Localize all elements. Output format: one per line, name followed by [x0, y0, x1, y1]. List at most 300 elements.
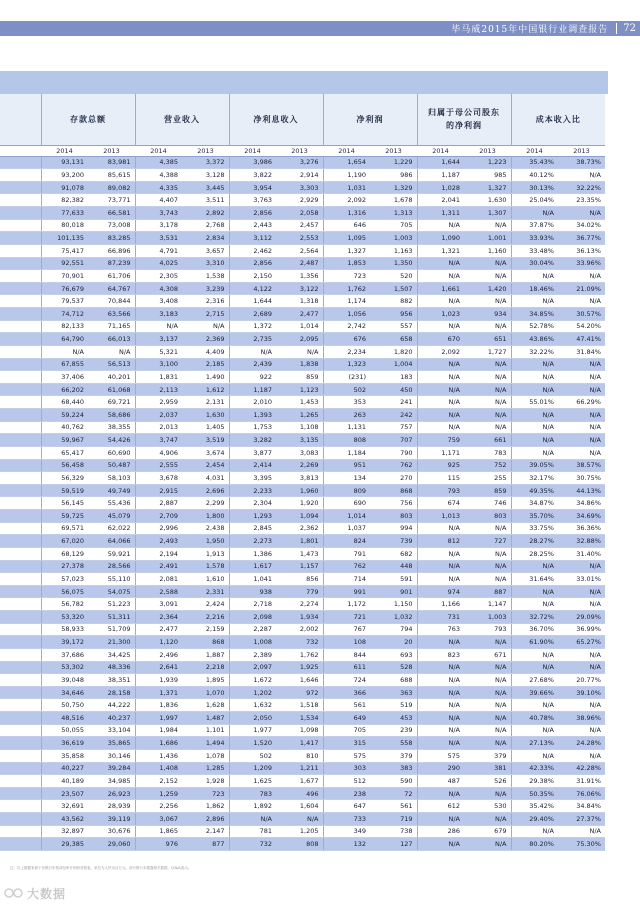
table-cell: N/A: [511, 421, 558, 434]
table-cell: 727: [464, 535, 511, 548]
table-cell: 65,417: [41, 446, 88, 459]
row-label: [0, 522, 41, 535]
table-cell: N/A: [417, 522, 464, 535]
table-cell: 74,712: [41, 308, 88, 321]
table-cell: 2,454: [182, 459, 229, 472]
table-cell: 379: [464, 749, 511, 762]
table-row: [0, 232, 605, 245]
table-cell: 2,316: [182, 295, 229, 308]
table-cell: 1,925: [276, 661, 323, 674]
table-row: [0, 573, 605, 586]
row-label: [0, 257, 41, 270]
report-title: 毕马威2015年中国银行业调查报告: [451, 25, 609, 35]
table-cell: 649: [323, 712, 370, 725]
table-cell: 241: [370, 396, 417, 409]
bank-name-header: [0, 94, 41, 145]
table-cell: 2,287: [229, 623, 276, 636]
table-row: [0, 674, 605, 687]
table-row: [0, 244, 605, 257]
table-cell: N/A: [511, 207, 558, 220]
table-row: [0, 409, 605, 422]
table-cell: 3,100: [135, 358, 182, 371]
table-cell: 35,865: [88, 737, 135, 750]
table-cell: 39.10%: [558, 686, 605, 699]
table-cell: N/A: [511, 295, 558, 308]
table-cell: 66,202: [41, 383, 88, 396]
table-cell: 790: [370, 446, 417, 459]
table-cell: 37.87%: [511, 219, 558, 232]
table-cell: 4,335: [135, 181, 182, 194]
table-cell: N/A: [417, 396, 464, 409]
table-cell: 33.96%: [558, 257, 605, 270]
table-cell: 56,329: [41, 472, 88, 485]
row-label: [0, 270, 41, 283]
table-top-band: [0, 71, 608, 94]
table-cell: N/A: [41, 345, 88, 358]
table-row: [0, 813, 605, 826]
table-cell: 1,801: [276, 535, 323, 548]
table-cell: 1,604: [276, 800, 323, 813]
table-cell: 793: [464, 623, 511, 636]
table-cell: 1,187: [417, 169, 464, 182]
table-cell: N/A: [558, 358, 605, 371]
table-row: [0, 421, 605, 434]
table-cell: 763: [417, 623, 464, 636]
table-cell: 877: [182, 838, 229, 851]
table-cell: N/A: [464, 522, 511, 535]
year-header-row: [0, 145, 605, 156]
table-row: [0, 484, 605, 497]
table-cell: 1,205: [276, 825, 323, 838]
table-cell: N/A: [511, 648, 558, 661]
table-cell: 2,696: [182, 484, 229, 497]
table-cell: 1,628: [182, 699, 229, 712]
table-cell: N/A: [464, 270, 511, 283]
row-label: [0, 295, 41, 308]
table-cell: N/A: [464, 409, 511, 422]
table-cell: 55,436: [88, 497, 135, 510]
table-cell: 1,211: [276, 762, 323, 775]
table-cell: 58,933: [41, 623, 88, 636]
table-cell: N/A: [558, 409, 605, 422]
table-row: [0, 737, 605, 750]
table-cell: 54,075: [88, 585, 135, 598]
table-cell: N/A: [511, 661, 558, 674]
table-cell: 3,282: [229, 434, 276, 447]
table-cell: 59,519: [41, 484, 88, 497]
table-cell: 32.17%: [511, 472, 558, 485]
table-cell: 75,417: [41, 244, 88, 257]
table-cell: 519: [370, 699, 417, 712]
table-cell: 3,083: [276, 446, 323, 459]
table-cell: 3,112: [229, 232, 276, 245]
table-cell: 45,079: [88, 510, 135, 523]
table-cell: 1,865: [135, 825, 182, 838]
table-cell: 64,790: [41, 333, 88, 346]
row-label: [0, 623, 41, 636]
table-row: [0, 434, 605, 447]
table-cell: N/A: [417, 547, 464, 560]
table-cell: 2,588: [135, 585, 182, 598]
table-cell: N/A: [464, 674, 511, 687]
table-cell: 2,216: [182, 611, 229, 624]
table-cell: 1,187: [229, 383, 276, 396]
table-cell: 32,691: [41, 800, 88, 813]
table-row: [0, 560, 605, 573]
table-cell: 29,060: [88, 838, 135, 851]
table-cell: 51,311: [88, 611, 135, 624]
row-label: [0, 661, 41, 674]
table-cell: 57,023: [41, 573, 88, 586]
row-label: [0, 497, 41, 510]
table-cell: 682: [370, 547, 417, 560]
table-cell: 39,172: [41, 636, 88, 649]
row-label: [0, 762, 41, 775]
table-cell: 1,316: [323, 207, 370, 220]
table-cell: 1,408: [135, 762, 182, 775]
table-row: [0, 219, 605, 232]
table-cell: N/A: [88, 345, 135, 358]
table-cell: 1,453: [276, 396, 323, 409]
table-cell: 48,516: [41, 712, 88, 725]
table-cell: 30.04%: [511, 257, 558, 270]
table-cell: 721: [323, 611, 370, 624]
year-header-5-1: 2013: [558, 145, 605, 156]
bank-financials-table: [0, 94, 605, 851]
table-cell: 1,518: [276, 699, 323, 712]
table-cell: 1,123: [276, 383, 323, 396]
table-cell: 1,293: [229, 510, 276, 523]
table-cell: N/A: [276, 345, 323, 358]
table-cell: 688: [370, 674, 417, 687]
table-cell: 1,307: [464, 207, 511, 220]
table-cell: N/A: [558, 207, 605, 220]
table-cell: 1,520: [229, 737, 276, 750]
table-cell: 263: [323, 409, 370, 422]
year-header-2-1: 2013: [276, 145, 323, 156]
table-cell: 2,013: [135, 421, 182, 434]
table-cell: 1,487: [182, 712, 229, 725]
table-cell: 1,356: [276, 270, 323, 283]
table-cell: 2,305: [135, 270, 182, 283]
row-label: [0, 636, 41, 649]
table-cell: N/A: [417, 421, 464, 434]
table-cell: 3,408: [135, 295, 182, 308]
table-cell: 1,820: [370, 345, 417, 358]
table-cell: 1,538: [182, 270, 229, 283]
table-cell: 33.48%: [511, 244, 558, 257]
table-cell: 255: [464, 472, 511, 485]
table-cell: 1,131: [323, 421, 370, 434]
row-label: [0, 181, 41, 194]
table-cell: 27,378: [41, 560, 88, 573]
table-cell: 2,477: [135, 623, 182, 636]
table-row: [0, 636, 605, 649]
table-cell: 1,056: [323, 308, 370, 321]
table-cell: 58,686: [88, 409, 135, 422]
table-cell: 2,834: [182, 232, 229, 245]
table-cell: 2,462: [229, 244, 276, 257]
table-cell: 4,409: [182, 345, 229, 358]
table-cell: 73,008: [88, 219, 135, 232]
table-cell: 32.22%: [558, 181, 605, 194]
year-header-1-1: 2013: [182, 145, 229, 156]
table-cell: 1,032: [370, 611, 417, 624]
row-label: [0, 775, 41, 788]
table-row: [0, 510, 605, 523]
table-cell: 2,443: [229, 219, 276, 232]
table-cell: 812: [417, 535, 464, 548]
table-cell: 28,939: [88, 800, 135, 813]
table-cell: 2,152: [135, 775, 182, 788]
table-cell: 3,511: [182, 194, 229, 207]
table-row: [0, 295, 605, 308]
table-cell: 4,025: [135, 257, 182, 270]
table-row: [0, 270, 605, 283]
table-cell: 59,224: [41, 409, 88, 422]
table-cell: 28,566: [88, 560, 135, 573]
table-cell: 34.69%: [558, 510, 605, 523]
table-cell: N/A: [464, 699, 511, 712]
table-cell: N/A: [558, 825, 605, 838]
table-cell: 1,677: [276, 775, 323, 788]
table-cell: 1,171: [417, 446, 464, 459]
table-cell: 1,420: [464, 282, 511, 295]
table-cell: 61,068: [88, 383, 135, 396]
table-cell: 1,727: [464, 345, 511, 358]
table-cell: 2,362: [276, 522, 323, 535]
table-cell: 34.84%: [558, 800, 605, 813]
table-row: [0, 762, 605, 775]
table-cell: 59,967: [41, 434, 88, 447]
table-cell: N/A: [511, 270, 558, 283]
table-cell: 35.70%: [511, 510, 558, 523]
table-cell: 3,276: [276, 156, 323, 169]
table-cell: 77,633: [41, 207, 88, 220]
table-cell: 2,491: [135, 560, 182, 573]
table-cell: N/A: [417, 320, 464, 333]
row-label: [0, 358, 41, 371]
table-cell: 93,131: [41, 156, 88, 169]
row-label: [0, 446, 41, 459]
table-row: [0, 396, 605, 409]
table-cell: 59,725: [41, 510, 88, 523]
table-cell: N/A: [511, 585, 558, 598]
row-label: [0, 787, 41, 800]
table-cell: 71,165: [88, 320, 135, 333]
year-header-3-1: 2013: [370, 145, 417, 156]
table-cell: 1,892: [229, 800, 276, 813]
table-cell: 48,336: [88, 661, 135, 674]
table-cell: N/A: [417, 787, 464, 800]
table-cell: 2,131: [182, 396, 229, 409]
row-label: [0, 409, 41, 422]
table-cell: 80,018: [41, 219, 88, 232]
table-cell: 1,166: [417, 598, 464, 611]
table-cell: 58,103: [88, 472, 135, 485]
table-cell: N/A: [417, 712, 464, 725]
table-cell: 60,690: [88, 446, 135, 459]
table-cell: 24.28%: [558, 737, 605, 750]
table-cell: 1,630: [464, 194, 511, 207]
table-cell: 1,405: [182, 421, 229, 434]
table-cell: 887: [464, 585, 511, 598]
table-cell: 1,037: [323, 522, 370, 535]
table-cell: 651: [464, 333, 511, 346]
table-row: [0, 800, 605, 813]
table-cell: 36.77%: [558, 232, 605, 245]
table-cell: 34,425: [88, 648, 135, 661]
table-cell: 3,674: [182, 446, 229, 459]
year-header-0-1: 2013: [88, 145, 135, 156]
table-cell: 757: [370, 421, 417, 434]
table-cell: 561: [323, 699, 370, 712]
table-cell: 79,537: [41, 295, 88, 308]
table-cell: 1,610: [182, 573, 229, 586]
table-cell: 1,977: [229, 724, 276, 737]
table-cell: 1,534: [276, 712, 323, 725]
table-cell: 1,862: [182, 800, 229, 813]
table-cell: 108: [323, 636, 370, 649]
table-cell: 38.73%: [558, 156, 605, 169]
table-cell: 3,183: [135, 308, 182, 321]
table-cell: 1,078: [182, 749, 229, 762]
table-cell: 2,058: [276, 207, 323, 220]
table-cell: N/A: [464, 712, 511, 725]
table-cell: 61,706: [88, 270, 135, 283]
table-cell: 611: [323, 661, 370, 674]
row-label: [0, 813, 41, 826]
table-cell: 2,887: [135, 497, 182, 510]
table-cell: N/A: [464, 383, 511, 396]
table-cell: 2,929: [276, 194, 323, 207]
table-cell: 646: [323, 219, 370, 232]
table-cell: 1,157: [276, 560, 323, 573]
header-net-profit-attributable: [417, 94, 511, 145]
table-cell: 75.30%: [558, 838, 605, 851]
row-label: [0, 333, 41, 346]
table-cell: 3,531: [135, 232, 182, 245]
table-cell: 487: [417, 775, 464, 788]
header-net-profit-attributable-label: 归属于母公司股东的净利润: [428, 107, 500, 131]
table-cell: 1,008: [229, 636, 276, 649]
table-cell: 3,395: [229, 472, 276, 485]
table-cell: 956: [370, 308, 417, 321]
table-cell: 2,715: [182, 308, 229, 321]
table-row: [0, 749, 605, 762]
table-cell: 1,654: [323, 156, 370, 169]
table-cell: N/A: [276, 813, 323, 826]
table-cell: 859: [464, 484, 511, 497]
table-row: [0, 699, 605, 712]
table-cell: 242: [370, 409, 417, 422]
table-cell: 746: [464, 497, 511, 510]
table-cell: N/A: [464, 219, 511, 232]
row-label: [0, 674, 41, 687]
table-cell: 33.75%: [511, 522, 558, 535]
table-cell: 54.20%: [558, 320, 605, 333]
table-cell: 1,473: [276, 547, 323, 560]
table-cell: 56,782: [41, 598, 88, 611]
table-cell: 590: [370, 775, 417, 788]
table-cell: 1,001: [464, 232, 511, 245]
table-cell: 3,091: [135, 598, 182, 611]
table-cell: 68,440: [41, 396, 88, 409]
table-cell: 4,407: [135, 194, 182, 207]
row-label: [0, 308, 41, 321]
table-row: [0, 472, 605, 485]
row-label: [0, 712, 41, 725]
table-cell: 28.25%: [511, 547, 558, 560]
table-cell: 985: [464, 169, 511, 182]
table-row: [0, 623, 605, 636]
table-cell: N/A: [417, 219, 464, 232]
table-cell: 2,150: [229, 270, 276, 283]
table-cell: 4,388: [135, 169, 182, 182]
table-cell: 56,458: [41, 459, 88, 472]
table-cell: 1,090: [417, 232, 464, 245]
table-cell: 974: [417, 585, 464, 598]
table-cell: 1,014: [323, 510, 370, 523]
table-cell: 2,641: [135, 661, 182, 674]
row-label: [0, 169, 41, 182]
table-cell: N/A: [417, 724, 464, 737]
table-cell: 379: [370, 749, 417, 762]
table-cell: N/A: [558, 724, 605, 737]
table-cell: 2,564: [276, 244, 323, 257]
table-cell: 679: [464, 825, 511, 838]
table-cell: 69,721: [88, 396, 135, 409]
table-cell: 25.04%: [511, 194, 558, 207]
table-cell: N/A: [464, 257, 511, 270]
table-cell: 1,108: [276, 421, 323, 434]
table-cell: 824: [323, 535, 370, 548]
table-cell: 512: [323, 775, 370, 788]
table-cell: 2,914: [276, 169, 323, 182]
table-cell: 1,041: [229, 573, 276, 586]
table-cell: 55,110: [88, 573, 135, 586]
table-cell: 1,372: [229, 320, 276, 333]
table-cell: 3,135: [276, 434, 323, 447]
table-cell: 2,487: [276, 257, 323, 270]
table-cell: 859: [276, 371, 323, 384]
table-cell: 1,313: [370, 207, 417, 220]
table-cell: 40.12%: [511, 169, 558, 182]
table-cell: 1,617: [229, 560, 276, 573]
table-cell: 2,269: [276, 459, 323, 472]
table-cell: 37,686: [41, 648, 88, 661]
table-cell: 36.13%: [558, 244, 605, 257]
table-row: [0, 787, 605, 800]
row-label: [0, 838, 41, 851]
table-cell: N/A: [464, 560, 511, 573]
table-cell: 558: [370, 737, 417, 750]
table-cell: 3,877: [229, 446, 276, 459]
table-cell: 82,382: [41, 194, 88, 207]
table-row: [0, 611, 605, 624]
table-cell: 132: [323, 838, 370, 851]
row-label: [0, 219, 41, 232]
table-cell: 2,097: [229, 661, 276, 674]
table-cell: 2,424: [182, 598, 229, 611]
row-label: [0, 320, 41, 333]
table-cell: 36.99%: [558, 623, 605, 636]
row-label: [0, 156, 41, 169]
table-cell: N/A: [511, 371, 558, 384]
table-cell: 1,762: [323, 282, 370, 295]
table-cell: 1,150: [370, 598, 417, 611]
row-label: [0, 724, 41, 737]
